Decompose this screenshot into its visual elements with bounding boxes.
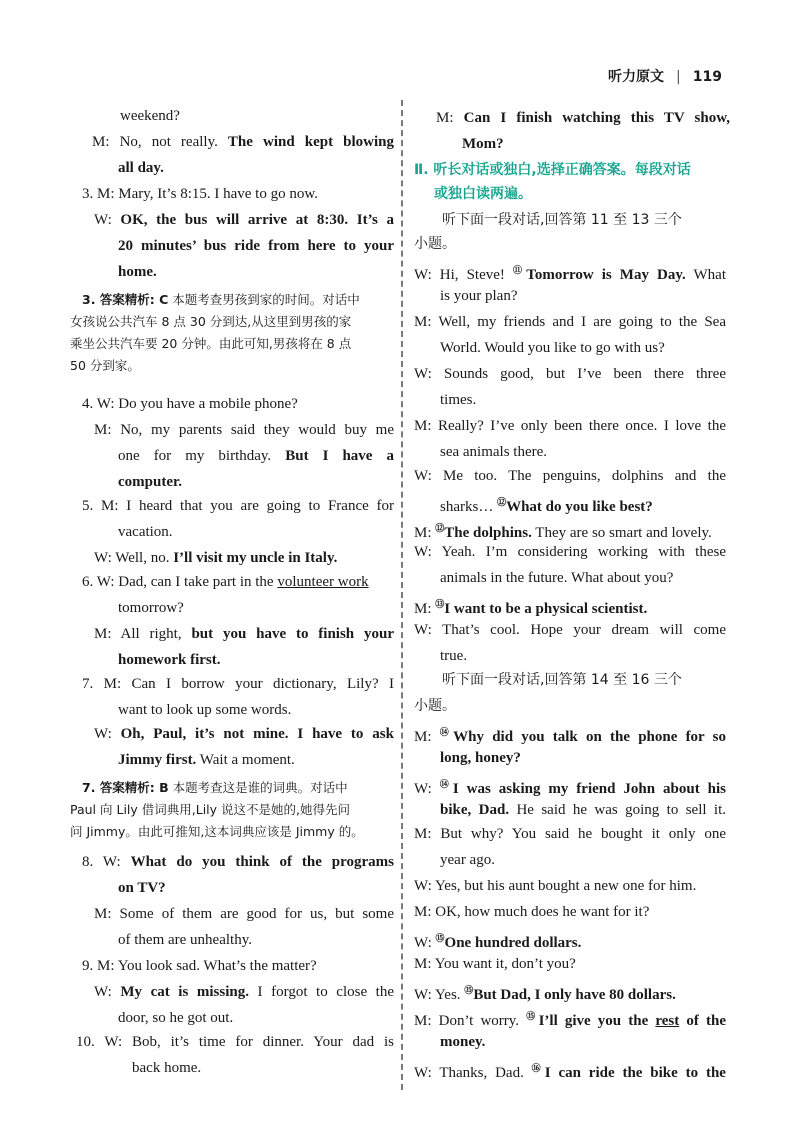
text-line: want to look up some words. — [118, 702, 292, 718]
answer-note: 3. 答案精析: C 本题考查男孩到家的时间。对话中 — [82, 292, 360, 307]
answer-note: 50 分到家。 — [70, 358, 140, 373]
text-line: Jimmy first. Wait a moment. — [118, 752, 295, 768]
column-divider — [401, 100, 403, 1090]
instruction-text: 听下面一段对话,回答第 11 至 13 三个 — [442, 212, 682, 228]
text-line: sharks… ⑫What do you like best? — [440, 497, 653, 515]
text-line: bike, Dad. He said he was going to sell it. — [440, 802, 727, 818]
text-line: 5. M: I heard that you are going to France for — [82, 498, 394, 514]
text-line: W: Thanks, Dad. ⑯I can ride the bike to the — [414, 1063, 726, 1081]
text-line: M: But why? You said he bought it only one — [414, 826, 726, 842]
text-line: weekend? — [120, 108, 180, 124]
page-header — [608, 66, 722, 86]
text-line: M: Some of them are good for us, but some — [94, 906, 394, 922]
answer-note: 7. 答案精析: B 本题考查这是谁的词典。对话中 — [82, 780, 348, 795]
answer-note: 问 Jimmy。由此可推知,这本词典应该是 Jimmy 的。 — [70, 824, 364, 839]
text-line: home. — [118, 264, 157, 280]
text-line: M: ⑫The dolphins. They are so smart and lovely. — [414, 523, 712, 541]
answer-note: 乘坐公共汽车要 20 分钟。由此可知,男孩将在 8 点 — [70, 336, 352, 351]
text-line: homework first. — [118, 652, 221, 668]
text-line: 8. W: What do you think of the programs — [82, 854, 395, 870]
text-line: W: My cat is missing. I forgot to close the — [94, 984, 394, 1000]
text-line: one for my birthday. But I have a — [118, 448, 394, 464]
text-line: W: Me too. The penguins, dolphins and the — [414, 468, 726, 484]
text-line: W: Yes, but his aunt bought a new one for him. — [414, 878, 697, 894]
text-line: M: OK, how much does he want for it? — [414, 904, 650, 920]
text-line: M: You want it, don’t you? — [414, 956, 576, 972]
text-line: W: Yes. ⑮But Dad, I only have 80 dollars. — [414, 985, 676, 1003]
text-line: door, so he got out. — [118, 1010, 234, 1026]
text-line: 20 minutes’ bus ride from here to your — [118, 238, 394, 254]
text-line: back home. — [132, 1060, 202, 1076]
text-line: animals in the future. What about you? — [440, 570, 674, 586]
text-line: W: Oh, Paul, it’s not mine. I have to ask — [94, 726, 394, 742]
text-line: tomorrow? — [118, 600, 184, 616]
text-line: sea animals there. — [440, 444, 548, 460]
text-line: on TV? — [118, 880, 166, 896]
text-line: money. — [440, 1034, 486, 1050]
answer-note: 女孩说公共汽车 8 点 30 分到达,从这里到男孩的家 — [70, 314, 352, 329]
text-line: W: OK, the bus will arrive at 8:30. It’s a — [94, 212, 394, 228]
text-line: of them are unhealthy. — [118, 932, 252, 948]
text-line: W: ⑭I was asking my friend John about his — [414, 779, 726, 797]
page-number: 119 — [692, 69, 722, 85]
text-line: M: Really? I’ve only been there once. I love the — [414, 418, 726, 434]
text-line: W: That’s cool. Hope your dream will come — [414, 622, 726, 638]
text-line: 7. M: Can I borrow your dictionary, Lily? I — [82, 676, 394, 692]
text-line: 3. M: Mary, It’s 8:15. I have to go now. — [82, 186, 318, 202]
text-line: M: Can I finish watching this TV show, — [436, 110, 730, 126]
section-heading: Ⅱ. 听长对话或独白,选择正确答案。每段对话 — [414, 162, 691, 178]
text-line: all day. — [118, 160, 164, 176]
answer-note: Paul 向 Lily 借词典用,Lily 说这不是她的,她得先问 — [70, 802, 350, 817]
text-line: 6. W: Dad, can I take part in the volunteer work — [82, 574, 369, 590]
text-line: vacation. — [118, 524, 173, 540]
text-line: M: No, not really. The wind kept blowing — [92, 134, 394, 150]
instruction-text: 小题。 — [414, 698, 456, 714]
text-line: 4. W: Do you have a mobile phone? — [82, 396, 298, 412]
text-line: year ago. — [440, 852, 495, 868]
text-line: is your plan? — [440, 288, 518, 304]
text-line: times. — [440, 392, 477, 408]
text-line: M: Well, my friends and I are going to the Sea — [414, 314, 726, 330]
text-line: computer. — [118, 474, 183, 490]
text-line: W: Well, no. I’ll visit my uncle in Italy. — [94, 550, 338, 566]
section-title: 听力原文 — [608, 69, 665, 85]
header-separator: | — [676, 69, 681, 85]
instruction-text: 听下面一段对话,回答第 14 至 16 三个 — [442, 672, 682, 688]
text-line: M: ⑬I want to be a physical scientist. — [414, 599, 648, 617]
text-line: M: No, my parents said they would buy me — [94, 422, 394, 438]
text-line: W: ⑮One hundred dollars. — [414, 933, 582, 951]
text-line: true. — [440, 648, 468, 664]
text-line: long, honey? — [440, 750, 521, 766]
text-line: World. Would you like to go with us? — [440, 340, 665, 356]
section-heading: 或独白读两遍。 — [434, 186, 532, 202]
text-line: Mom? — [462, 136, 504, 152]
text-line: 10. W: Bob, it’s time for dinner. Your dad is — [76, 1034, 394, 1050]
instruction-text: 小题。 — [414, 236, 456, 252]
text-line: M: All right, but you have to finish your — [94, 626, 394, 642]
text-line: M: Don’t worry. ⑮I’ll give you the rest of the — [414, 1011, 726, 1029]
text-line: W: Yeah. I’m considering working with these — [414, 544, 726, 560]
text-line: 9. M: You look sad. What’s the matter? — [82, 958, 317, 974]
text-line: W: Sounds good, but I’ve been there three — [414, 366, 726, 382]
text-line: W: Hi, Steve! ⑪Tomorrow is May Day. What — [414, 265, 726, 283]
text-line: M: ⑭Why did you talk on the phone for so — [414, 727, 726, 745]
